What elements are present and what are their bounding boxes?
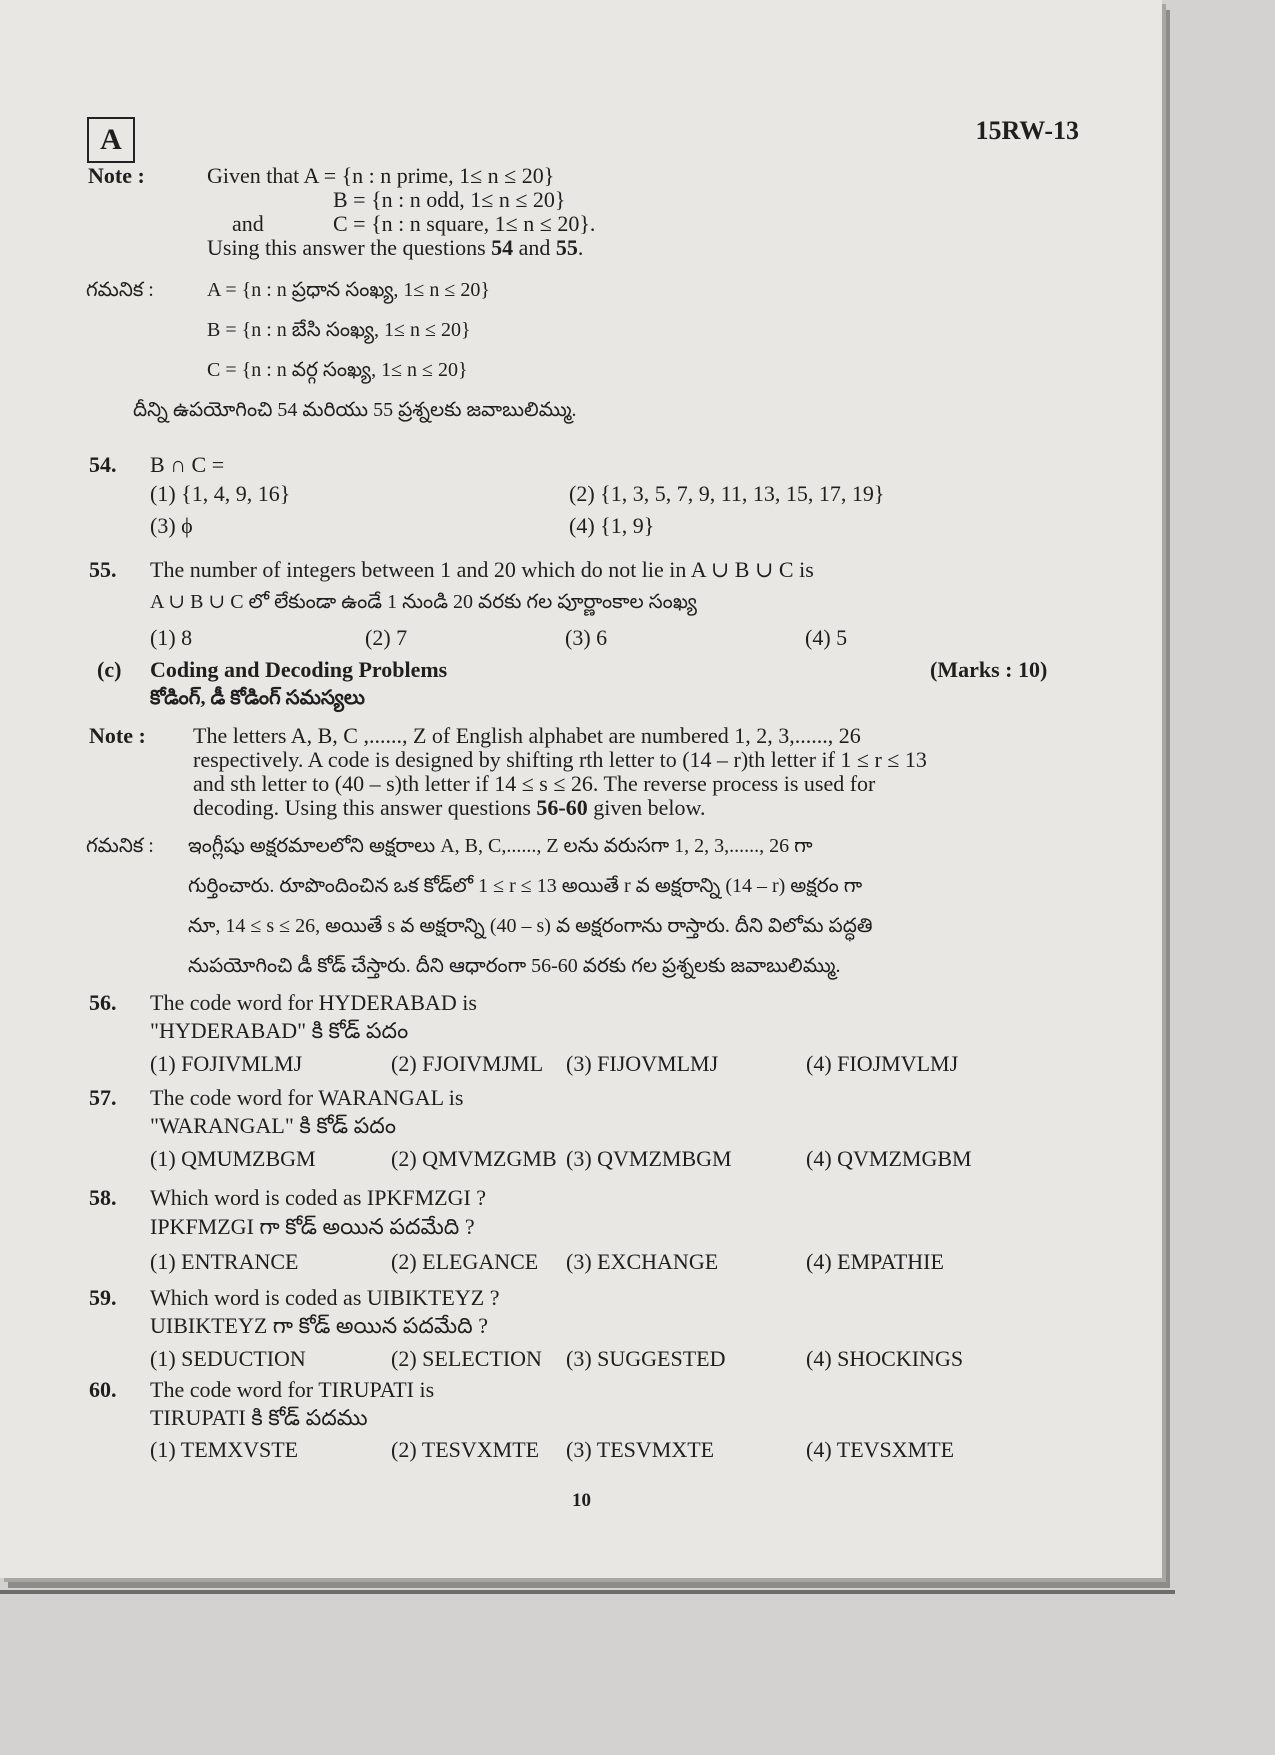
telugu-note-line: నూ, 14 ≤ s ≤ 26, అయితే s వ అక్షరాన్ని (40 – s) వ అక్షరంగాను రాస్తారు. దీని విలోమ పద్ధతి <box>188 915 873 937</box>
note-label: Note : <box>88 163 145 188</box>
note-line: Using this answer the questions 54 and 55. <box>207 235 584 260</box>
question-text-telugu: "WARANGAL" కి కోడ్ పదం <box>150 1113 396 1138</box>
option: (4) 5 <box>805 625 848 650</box>
question-number: 60. <box>89 1377 117 1402</box>
telugu-note-label: గమనిక : <box>86 279 154 301</box>
question-text-telugu: A ∪ B ∪ C లో లేకుండా ఉండే 1 నుండి 20 వరకు గల పూర్ణాంకాల సంఖ్య <box>150 591 697 613</box>
option: (3) TESVMXTE <box>566 1437 715 1462</box>
note-line: decoding. Using this answer questions 56-60 given below. <box>193 795 706 820</box>
option: (2) FJOIVMJML <box>391 1051 544 1076</box>
option: (3) SUGGESTED <box>566 1346 726 1371</box>
option: (1) TEMXVSTE <box>150 1437 299 1462</box>
note-line: The letters A, B, C ,......, Z of English alphabet are numbered 1, 2, 3,......, 26 <box>193 723 861 748</box>
option: (2) TESVXMTE <box>391 1437 540 1462</box>
option: (1) QMUMZBGM <box>150 1146 316 1171</box>
note-label: Note : <box>89 723 146 748</box>
question-text-telugu: "HYDERABAD" కి కోడ్ పదం <box>150 1018 409 1043</box>
question-number: 55. <box>89 557 117 582</box>
option: (2) 7 <box>365 625 408 650</box>
telugu-note-line: ఇంగ్లీషు అక్షరమాలలోని అక్షరాలు A, B, C,......, Z లను వరుసగా 1, 2, 3,......, 26 గా <box>188 835 813 857</box>
option: (3) QVMZMBGM <box>566 1146 732 1171</box>
note-line: and sth letter to (40 – s)th letter if 14 ≤ s ≤ 26. The reverse process is used for <box>193 771 876 796</box>
option: (1) SEDUCTION <box>150 1346 306 1371</box>
question-text: The code word for TIRUPATI is <box>150 1377 435 1402</box>
question-text: The number of integers between 1 and 20 which do not lie in A ∪ B ∪ C is <box>150 557 814 582</box>
telugu-note-line: C = {n : n వర్గ సంఖ్య, 1≤ n ≤ 20} <box>207 359 468 381</box>
option: (4) EMPATHIE <box>806 1249 944 1274</box>
option: (1) FOJIVMLMJ <box>150 1051 303 1076</box>
telugu-note-line: దీన్ని ఉపయోగించి 54 మరియు 55 ప్రశ్నలకు జవాబులిమ్ము. <box>133 399 577 421</box>
option: (4) SHOCKINGS <box>806 1346 964 1371</box>
option: (1) ENTRANCE <box>150 1249 299 1274</box>
option: (3) EXCHANGE <box>566 1249 719 1274</box>
question-text-telugu: IPKFMZGI గా కోడ్ అయిన పదమేది ? <box>150 1214 475 1239</box>
note-line: respectively. A code is designed by shifting rth letter to (14 – r)th letter if 1 ≤ r ≤ 13 <box>193 747 927 772</box>
question-text: B ∩ C = <box>150 452 225 477</box>
option: (2) SELECTION <box>391 1346 542 1371</box>
question-number: 59. <box>89 1285 117 1310</box>
option: (3) ϕ <box>150 513 193 538</box>
option: (3) 6 <box>565 625 608 650</box>
option: (4) QVMZMGBM <box>806 1146 972 1171</box>
option: (2) QMVMZGMB <box>391 1146 557 1171</box>
question-text: Which word is coded as IPKFMZGI ? <box>150 1185 487 1210</box>
telugu-note-line: నుపయోగించి డీ కోడ్ చేస్తారు. దీని ఆధారంగా 56-60 వరకు గల ప్రశ్నలకు జవాబులిమ్ము. <box>188 955 841 977</box>
option: (2) {1, 3, 5, 7, 9, 11, 13, 15, 17, 19} <box>569 481 885 506</box>
paper-code: 15RW-13 <box>975 116 1079 145</box>
question-text: Which word is coded as UIBIKTEYZ ? <box>150 1285 500 1310</box>
question-text-telugu: TIRUPATI కి కోడ్ పదము <box>150 1405 368 1430</box>
telugu-note-line: B = {n : n బేసి సంఖ్య, 1≤ n ≤ 20} <box>207 319 471 341</box>
question-text-telugu: UIBIKTEYZ గా కోడ్ అయిన పదమేది ? <box>150 1313 488 1338</box>
option: (1) 8 <box>150 625 193 650</box>
section-marks: (Marks : 10) <box>930 657 1048 682</box>
question-text: The code word for WARANGAL is <box>150 1085 464 1110</box>
page-number: 10 <box>572 1490 591 1511</box>
note-line: C = {n : n square, 1≤ n ≤ 20}. <box>333 211 596 236</box>
section-label: (c) <box>97 657 122 682</box>
option: (4) {1, 9} <box>569 513 655 538</box>
telugu-note-line: A = {n : n ప్రధాన సంఖ్య, 1≤ n ≤ 20} <box>207 279 490 301</box>
question-number: 56. <box>89 990 117 1015</box>
section-title-telugu: కోడింగ్, డీ కోడింగ్ సమస్యలు <box>150 687 365 709</box>
note-line: B = {n : n odd, 1≤ n ≤ 20} <box>333 187 566 212</box>
telugu-note-label: గమనిక : <box>86 835 154 857</box>
option: (3) FIJOVMLMJ <box>566 1051 719 1076</box>
option: (4) FIOJMVLMJ <box>806 1051 959 1076</box>
question-number: 58. <box>89 1185 117 1210</box>
telugu-note-line: గుర్తించారు. రూపొందించిన ఒక కోడ్‌లో 1 ≤ r ≤ 13 అయితే r వ అక్షరాన్ని (14 – r) అక్షరం గా <box>188 875 863 897</box>
option: (4) TEVSXMTE <box>806 1437 955 1462</box>
question-text: The code word for HYDERABAD is <box>150 990 477 1015</box>
note-line: Given that A = {n : n prime, 1≤ n ≤ 20} <box>207 163 555 188</box>
page-edge <box>0 1590 1175 1594</box>
option: (2) ELEGANCE <box>391 1249 539 1274</box>
option: (1) {1, 4, 9, 16} <box>150 481 291 506</box>
set-box: A <box>87 117 135 163</box>
question-number: 54. <box>89 452 117 477</box>
question-number: 57. <box>89 1085 117 1110</box>
note-and: and <box>232 211 264 236</box>
section-title: Coding and Decoding Problems <box>150 657 448 682</box>
